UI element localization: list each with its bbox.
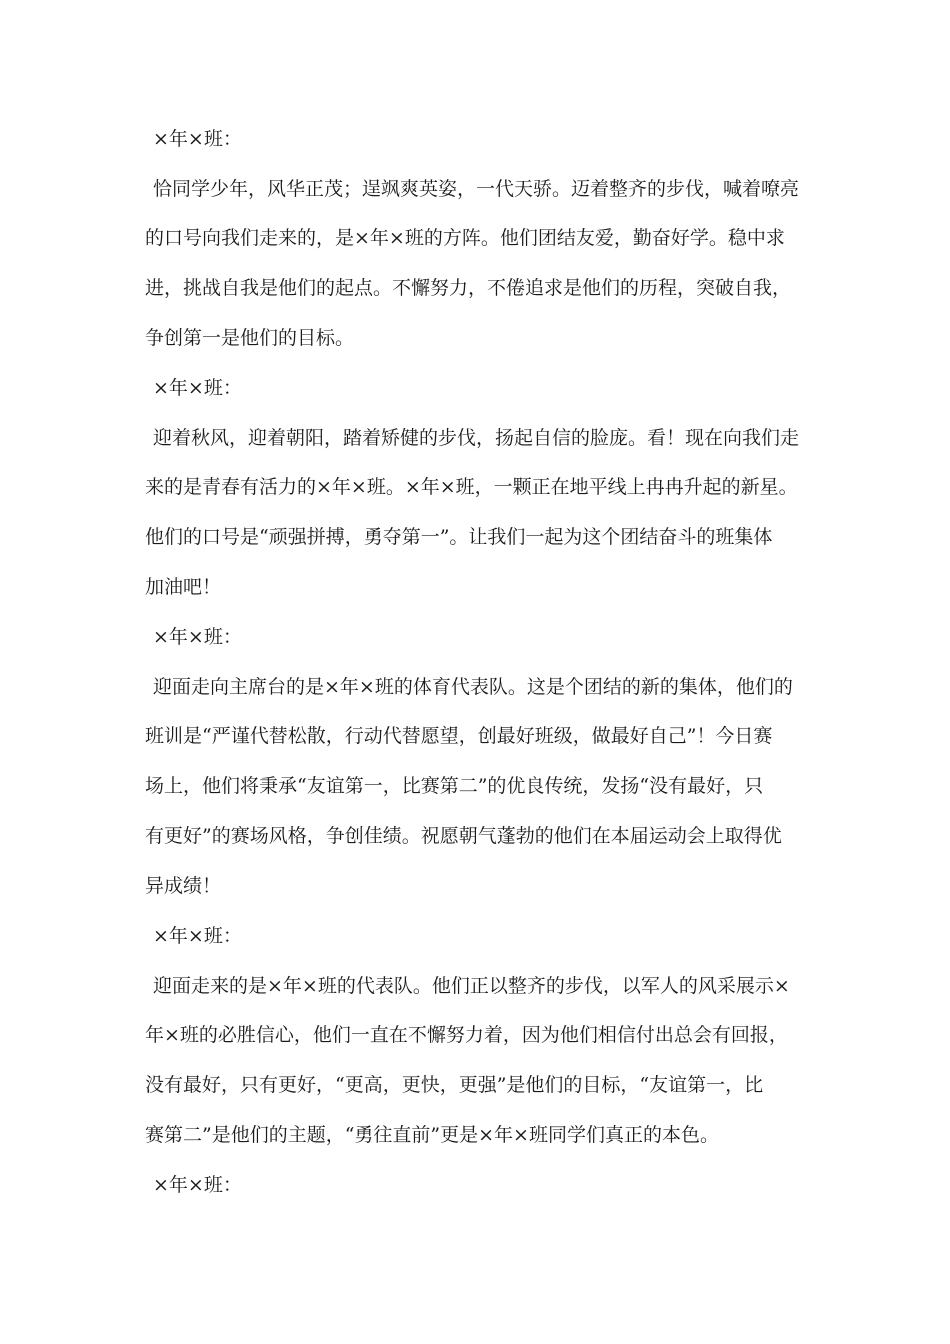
- section-heading: ×年×班：: [153, 626, 242, 648]
- paragraph-line: 来的是青春有活力的×年×班。×年×班，一颗正在地平线上冉冉升起的新星。: [145, 476, 798, 498]
- paragraph-line: 迎面走向主席台的是×年×班的体育代表队。这是个团结的新的集体，他们的: [153, 676, 793, 698]
- paragraph-line: 场上，他们将秉承“友谊第一，比赛第二”的优良传统，发扬“没有最好，只: [145, 775, 764, 797]
- paragraph-line: 迎着秋风，迎着朝阳，踏着矫健的步伐，扬起自信的脸庞。看！现在向我们走: [153, 427, 800, 449]
- paragraph-line: 赛第二”是他们的主题，“勇往直前”更是×年×班同学们真正的本色。: [145, 1124, 719, 1146]
- section-heading: ×年×班：: [153, 377, 242, 399]
- paragraph-line: 迎面走来的是×年×班的代表队。他们正以整齐的步伐，以军人的风采展示×: [153, 975, 790, 997]
- section-heading: ×年×班：: [153, 925, 242, 947]
- section-heading: ×年×班：: [153, 1174, 242, 1196]
- paragraph-line: 他们的口号是“顽强拼搏，勇夺第一”。让我们一起为这个团结奋斗的班集体: [145, 526, 773, 548]
- paragraph-line: 年×班的必胜信心，他们一直在不懈努力着，因为他们相信付出总会有回报，: [145, 1024, 788, 1046]
- paragraph-line: 的口号向我们走来的，是×年×班的方阵。他们团结友爱，勤奋好学。稳中求: [145, 227, 785, 249]
- section-heading: ×年×班：: [153, 128, 242, 150]
- paragraph-line: 加油吧！: [145, 576, 222, 598]
- paragraph-line: 没有最好，只有更好，“更高，更快，更强”是他们的目标，“友谊第一，比: [145, 1074, 764, 1096]
- paragraph-line: 争创第一是他们的目标。: [145, 327, 355, 349]
- paragraph-line: 有更好”的赛场风格，争创佳绩。祝愿朝气蓬勃的他们在本届运动会上取得优: [145, 825, 782, 847]
- paragraph-line: 进，挑战自我是他们的起点。不懈努力，不倦追求是他们的历程，突破自我，: [145, 277, 792, 299]
- paragraph-line: 异成绩！: [145, 875, 222, 897]
- paragraph-line: 班训是“严谨代替松散，行动代替愿望，创最好班级，做最好自己”！今日赛: [145, 725, 773, 747]
- paragraph-line: 恰同学少年，风华正茂；逞飒爽英姿，一代天骄。迈着整齐的步伐，喊着嘹亮: [153, 178, 800, 200]
